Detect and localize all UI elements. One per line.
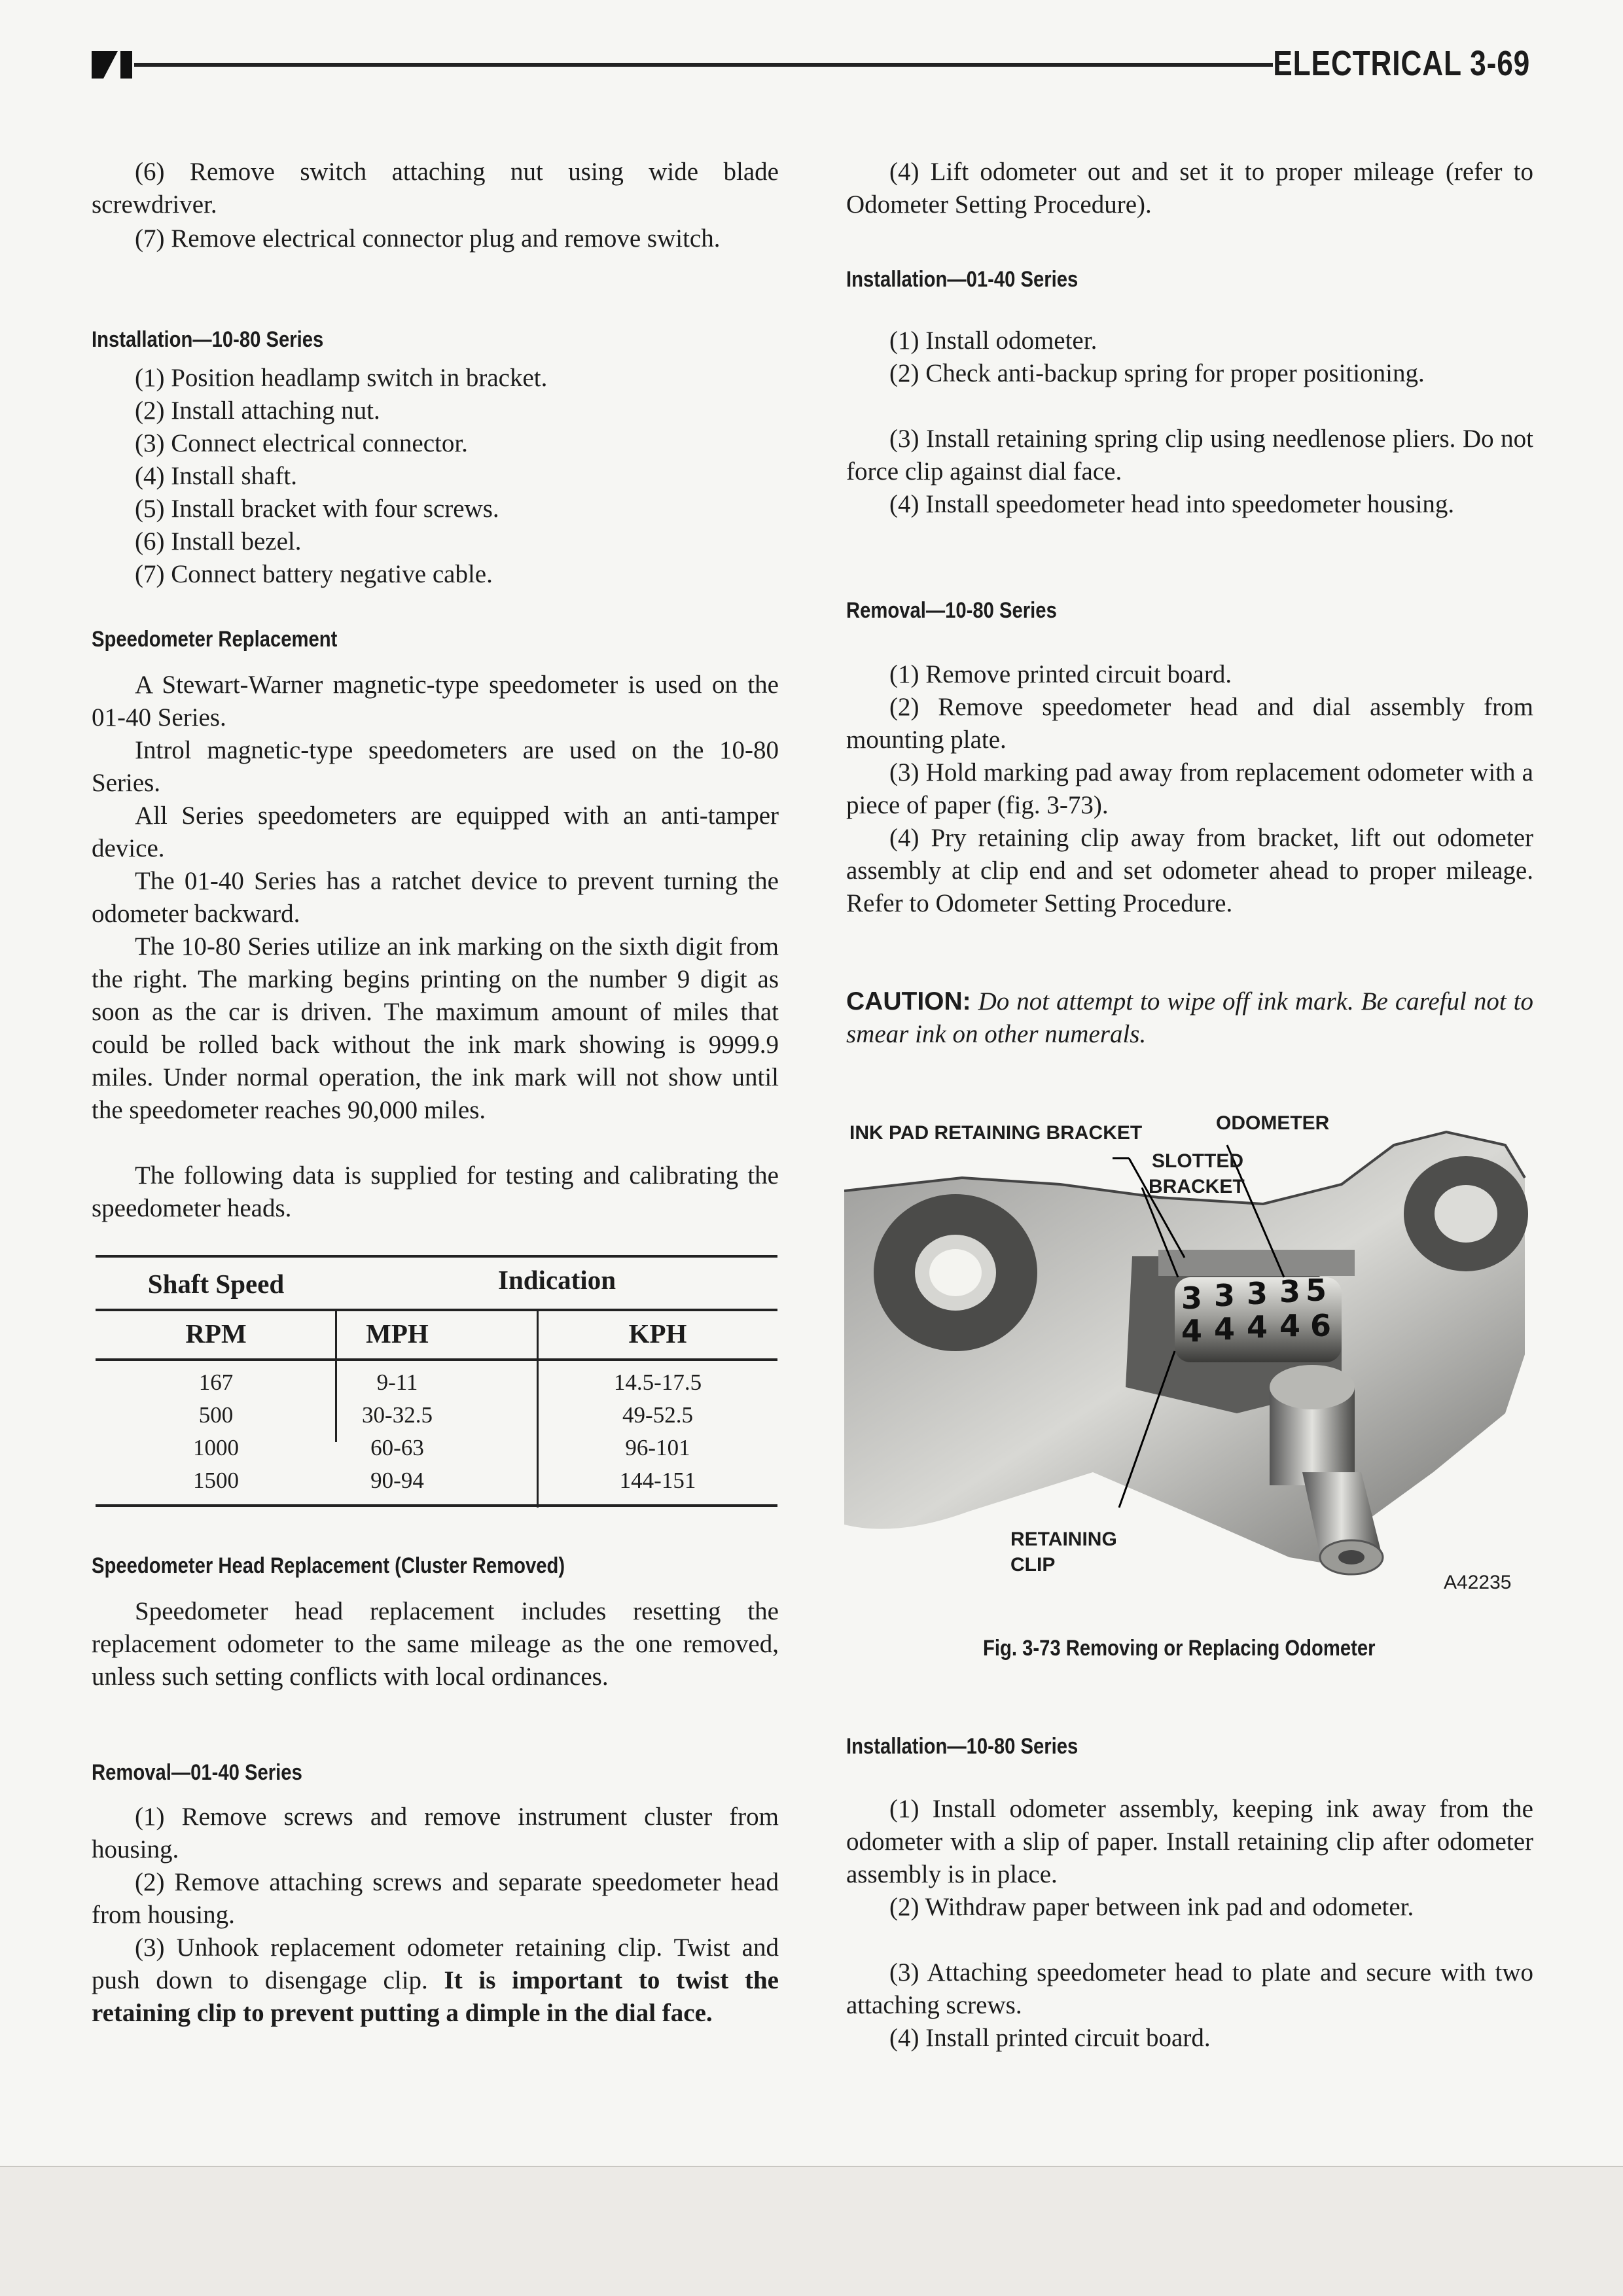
speedometer-data-table xyxy=(96,1255,777,1507)
install-0140-step-1: (1) Install odometer. xyxy=(889,327,1097,355)
install-step-7: (7) Connect battery negative cable. xyxy=(135,560,493,588)
install-step-4: (4) Install shaft. xyxy=(135,462,298,490)
table-header-kph: KPH xyxy=(628,1318,687,1349)
removal-1080-step-2: (2) Remove speedometer head and dial assembly from mounting plate. xyxy=(846,693,1533,754)
table-cell: 144-151 xyxy=(619,1468,696,1493)
svg-text:4: 4 xyxy=(1181,1313,1203,1349)
install-step-5: (5) Install bracket with four screws. xyxy=(135,495,499,523)
table-group-header-indication: Indication xyxy=(498,1265,616,1295)
table-cell: 96-101 xyxy=(625,1435,690,1460)
table-cell: 500 xyxy=(198,1402,234,1428)
heading-installation-10-80-left: Installation—10-80 Series xyxy=(92,327,324,352)
removal-1080-step-4: (4) Pry retaining clip away from bracket, lift out odometer assembly at clip end and set odometer ahead to proper mileage. Refer to Odometer Setting Procedure. xyxy=(846,824,1533,917)
right-intro-item-4: (4) Lift odometer out and set it to proper mileage (refer to Odometer Setting Procedure). xyxy=(846,158,1533,219)
heading-installation-10-80-right: Installation—10-80 Series xyxy=(846,1734,1079,1759)
install-0140-step-2: (2) Check anti-backup spring for proper positioning. xyxy=(889,359,1425,387)
table-rule-header xyxy=(96,1358,777,1361)
heading-head-replacement: Speedometer Head Replacement (Cluster Removed) xyxy=(92,1553,565,1578)
table-rule-group xyxy=(96,1309,777,1311)
caution-text: Do not attempt to wipe off ink mark. Be careful not to smear ink on other numerals. xyxy=(846,987,1534,1048)
svg-text:3: 3 xyxy=(1181,1280,1203,1316)
table-cell: 49-52.5 xyxy=(622,1402,693,1428)
intro-item-7: (7) Remove electrical connector plug and remove switch. xyxy=(135,224,721,253)
speedo-paragraph-1: A Stewart-Warner magnetic-type speedometer is used on the 01-40 Series. xyxy=(92,671,779,732)
removal-0140-step-1: (1) Remove screws and remove instrument cluster from housing. xyxy=(92,1803,779,1863)
install-1080-step-3: (3) Attaching speedometer head to plate and secure with two attaching screws. xyxy=(846,1958,1533,2019)
install-0140-step-3: (3) Install retaining spring clip using needlenose pliers. Do not force clip against dial face. xyxy=(846,425,1533,486)
caution-note xyxy=(846,985,1533,1051)
label-ink-pad-bracket: INK PAD RETAINING BRACKET xyxy=(849,1122,1143,1144)
head-paragraph: Speedometer head replacement includes resetting the replacement odometer to the same mileage as the one removed, unless such setting conflicts with local ordinances. xyxy=(92,1597,779,1691)
svg-text:6: 6 xyxy=(1310,1308,1332,1343)
install-1080-step-2: (2) Withdraw paper between ink pad and odometer. xyxy=(889,1893,1414,1921)
label-slotted: SLOTTED xyxy=(1152,1150,1243,1172)
table-rule-bottom xyxy=(96,1504,777,1507)
table-header-rpm: RPM xyxy=(185,1318,247,1349)
label-retaining: RETAINING xyxy=(1010,1528,1117,1550)
removal-1080-step-1: (1) Remove printed circuit board. xyxy=(889,660,1232,688)
table-cell: 1000 xyxy=(193,1435,239,1460)
table-cell: 167 xyxy=(198,1369,234,1395)
heading-removal-01-40: Removal—01-40 Series xyxy=(92,1760,302,1785)
figure-odometer xyxy=(844,1106,1538,1616)
svg-text:3: 3 xyxy=(1214,1278,1236,1313)
removal-0140-step-3-text: (3) Unhook replacement odometer retaining clip. Twist and push down to disengage clip. xyxy=(92,1934,779,1994)
label-bracket: BRACKET xyxy=(1149,1176,1245,1197)
heading-speedometer-replacement: Speedometer Replacement xyxy=(92,627,338,652)
intro-item-6: (6) Remove switch attaching nut using wide blade screwdriver. xyxy=(92,158,779,219)
install-step-1: (1) Position headlamp switch in bracket. xyxy=(135,364,548,392)
install-1080-step-4: (4) Install printed circuit board. xyxy=(889,2024,1211,2052)
label-clip: CLIP xyxy=(1010,1554,1056,1576)
removal-1080-step-3: (3) Hold marking pad away from replacement odometer with a piece of paper (fig. 3-73). xyxy=(846,758,1533,819)
table-cell: 9-11 xyxy=(376,1369,418,1395)
install-step-3: (3) Connect electrical connector. xyxy=(135,429,468,457)
header-rule xyxy=(134,63,1273,67)
table-cell: 90-94 xyxy=(370,1468,424,1493)
caution-label: CAUTION: xyxy=(846,987,971,1016)
page-bottom-edge xyxy=(0,2166,1623,2296)
install-step-2: (2) Install attaching nut. xyxy=(135,397,380,425)
table-cell: 60-63 xyxy=(370,1435,424,1460)
svg-text:4: 4 xyxy=(1214,1311,1236,1347)
svg-text:3: 3 xyxy=(1247,1276,1268,1311)
table-header-mph: MPH xyxy=(366,1318,429,1349)
svg-text:5: 5 xyxy=(1306,1273,1327,1308)
speedo-paragraph-2: Introl magnetic-type speedometers are used on the 10-80 Series. xyxy=(92,736,779,797)
removal-0140-step-3 xyxy=(92,1932,779,2030)
svg-text:3: 3 xyxy=(1279,1274,1301,1309)
page-title: ELECTRICAL 3-69 xyxy=(1273,44,1530,83)
svg-text:4: 4 xyxy=(1279,1308,1301,1343)
speedo-paragraph-6: The following data is supplied for testing and calibrating the speedometer heads. xyxy=(92,1161,779,1222)
table-rule-top xyxy=(96,1255,777,1258)
table-group-header-shaft-speed: Shaft Speed xyxy=(147,1269,285,1299)
table-cell: 14.5-17.5 xyxy=(613,1369,702,1395)
svg-text:4: 4 xyxy=(1247,1309,1268,1345)
speedo-paragraph-3: All Series speedometers are equipped with an anti-tamper device. xyxy=(92,802,779,862)
figure-id: A42235 xyxy=(1444,1572,1512,1593)
removal-0140-step-3-warning: It is important to twist the retaining clip to prevent putting a dimple in the dial face. xyxy=(92,1966,779,2027)
speedo-paragraph-4: The 01-40 Series has a ratchet device to prevent turning the odometer backward. xyxy=(92,867,779,928)
install-step-6: (6) Install bezel. xyxy=(135,527,302,556)
table-cell: 1500 xyxy=(193,1468,239,1493)
install-0140-step-4: (4) Install speedometer head into speedometer housing. xyxy=(889,490,1455,518)
table-cell: 30-32.5 xyxy=(362,1402,433,1428)
heading-installation-01-40: Installation—01-40 Series xyxy=(846,267,1079,292)
logo-mark-icon xyxy=(92,51,132,79)
figure-caption: Fig. 3-73 Removing or Replacing Odometer xyxy=(983,1636,1376,1661)
label-odometer: ODOMETER xyxy=(1216,1112,1330,1134)
speedo-paragraph-5: The 10-80 Series utilize an ink marking on the sixth digit from the right. The marking begins printing on the number 9 digit as soon as the car is driven. The maximum amount of miles that could be rolled back without the ink mark showing is 9999.9 miles. Under normal operation, the ink mark will not show until the speedometer reaches 90,000 miles. xyxy=(92,932,779,1124)
removal-0140-step-2: (2) Remove attaching screws and separate speedometer head from housing. xyxy=(92,1868,779,1929)
install-1080-step-1: (1) Install odometer assembly, keeping ink away from the odometer with a slip of paper. Install retaining clip after odometer assembly is in place. xyxy=(846,1795,1533,1888)
heading-removal-10-80: Removal—10-80 Series xyxy=(846,598,1057,623)
